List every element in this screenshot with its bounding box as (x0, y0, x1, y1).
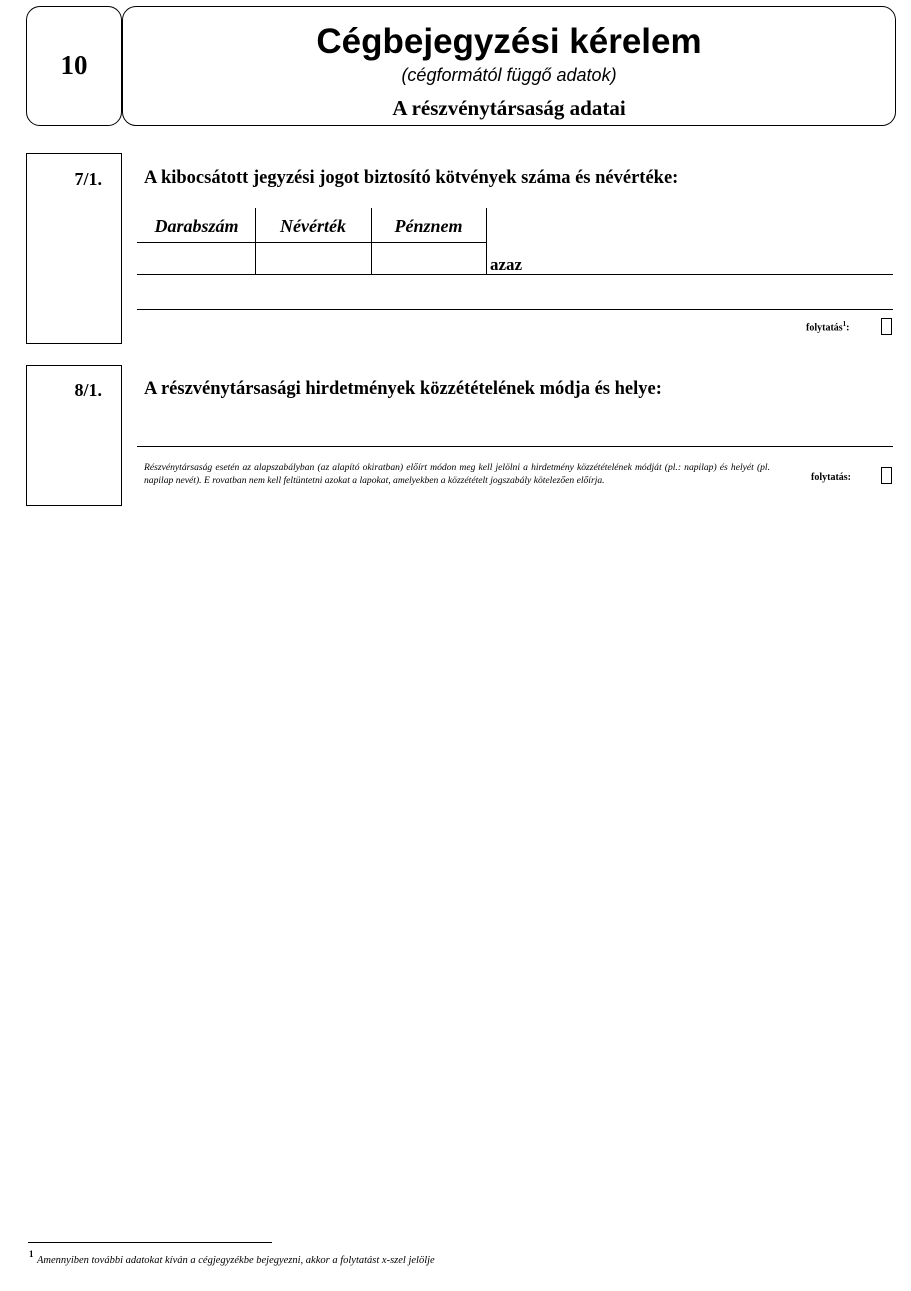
section-title: A részvénytársaság adatai (392, 96, 626, 120)
darabszam-input[interactable] (138, 244, 254, 273)
section-7-1-number: 7/1. (74, 169, 102, 189)
continuation-colon: : (846, 322, 850, 334)
section-8-1-question: A részvénytársasági hirdetmények közzétételének módja és helye: (144, 379, 662, 399)
footnote-text: Amennyiben további adatokat kíván a cégjegyzékbe bejegyezni, akkor a folytatást x-szel jelölje (37, 1255, 435, 1266)
footnote-separator (28, 1242, 272, 1243)
continuation-checkbox-7-1[interactable] (881, 318, 892, 335)
section-7-1-question: A kibocsátott jegyzési jogot biztosító kötvények száma és névértéke: (144, 168, 679, 188)
section-8-1-note: Részvénytársaság esetén az alapszabályban (az alapító okiratban) előírt módon meg kell jelölni a hirdetmény közzétételének módját (pl.: napilap) és helyét (pl. napilap nevét). E rovatban nem kell feltüntetni azokat a lapokat, amelyekben a közzétételt jogszabály kötelezően előírja. (144, 462, 770, 486)
azaz-label: azaz (490, 255, 523, 274)
table-header-line (137, 242, 486, 243)
penznem-input[interactable] (372, 244, 485, 273)
column-header-darabszam: Darabszám (154, 216, 239, 236)
column-header-nevertek: Névérték (280, 216, 346, 236)
footnote-marker: 1 (29, 1249, 34, 1259)
column-header-penznem: Pénznem (394, 216, 463, 236)
continuation-label-7-1 (806, 320, 850, 333)
continuation-label-8-1: folytatás: (811, 472, 851, 483)
footnote-ref: 1 (842, 320, 847, 328)
form-number: 10 (60, 50, 88, 80)
answer-line-1 (137, 274, 893, 275)
section-8-1-number: 8/1. (74, 380, 102, 400)
answer-line-2 (137, 309, 893, 310)
continuation-text: folytatás (806, 322, 843, 334)
table-divider-3 (486, 208, 487, 274)
page-title: Cégbejegyzési kérelem (316, 22, 702, 61)
answer-line-2-input[interactable] (137, 282, 893, 308)
nevertek-input[interactable] (256, 244, 370, 273)
continuation-checkbox-8-1[interactable] (881, 467, 892, 484)
answer-line-8-1 (137, 446, 893, 447)
publication-method-input[interactable] (137, 408, 893, 444)
page-subtitle: (cégformától függő adatok) (401, 65, 617, 85)
azaz-text-input[interactable] (530, 246, 892, 273)
